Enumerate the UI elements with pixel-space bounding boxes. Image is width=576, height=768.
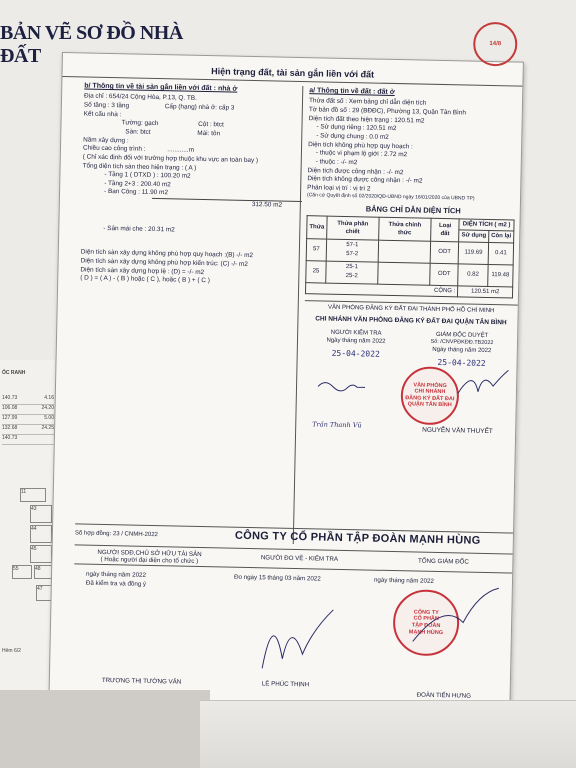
- gd-signature: [403, 581, 504, 653]
- gd-header: TỔNG GIÁM ĐỐC: [417, 557, 469, 566]
- surveyor-signature: [252, 598, 344, 680]
- owner-checked: Đã kiểm tra và đồng ý: [85, 579, 147, 588]
- recognized-line: Diện tích được công nhận : -/- m2: [307, 166, 404, 176]
- checker-label: NGƯỜI KIỂM TRA: [330, 329, 382, 337]
- house-title: b/ Thông tin về tài sản gắn liền với đất : nhà ở: [84, 82, 238, 93]
- owner-date: ngày tháng năm 2022: [85, 570, 147, 579]
- surveyor-name: LÊ PHÚC THỊNH: [261, 680, 310, 689]
- parcel: 43: [30, 505, 52, 523]
- corner-stamp: 14/8: [473, 22, 518, 67]
- document-sheet: [48, 40, 524, 712]
- strip-row: 106.08 24.20: [2, 405, 54, 415]
- checker-date: 25-04-2022: [331, 348, 380, 359]
- parcel: 48: [34, 565, 52, 579]
- company-name: CÔNG TY CỔ PHẦN TẬP ĐOÀN MẠNH HÙNG: [234, 529, 481, 547]
- parcel: 44: [30, 525, 52, 543]
- c-line: Diện tích sàn xây dựng không phù hợp kiến trúc: (C) -/- m2: [80, 257, 248, 268]
- office-red-stamp: VĂN PHÒNG CHI NHÁNH ĐĂNG KÝ ĐẤT ĐAI QUẬN TÂN BÌNH: [400, 366, 459, 425]
- director-name: NGUYỄN VĂN THUYẾT: [422, 426, 493, 435]
- position-line: Phân loại vị trí : vị trí 2: [307, 184, 371, 193]
- th-su-dung: Sử dụng: [459, 230, 489, 242]
- table-row: 57 57-1 57-2 ODT 119.69 0.41: [306, 238, 513, 265]
- floor23-area: - Tầng 2+3 : 200.40 m2: [104, 179, 171, 189]
- contract-number: Số hợp đồng: 23 / CNMH-2022: [74, 530, 158, 539]
- wall-line: Tường: gạch Cột : btct: [121, 119, 224, 129]
- surveyor-header: NGƯỜI ĐO VẼ - KIỂM TRA: [260, 554, 339, 563]
- checker-date-label: Ngày tháng năm 2022: [326, 337, 386, 345]
- company-section: [71, 523, 513, 707]
- approval-signatures: [302, 324, 517, 438]
- parcel: 55: [12, 565, 32, 579]
- parcel-line: Thửa đất số : Xem bảng chỉ dẫn diện tích: [308, 97, 427, 108]
- strip-cells: [2, 395, 54, 445]
- office-hcm: VĂN PHÒNG ĐĂNG KÝ ĐẤT ĐAI THÀNH PHỐ HỒ CHÍ MINH: [305, 300, 518, 316]
- director-label: GIÁM ĐỐC DUYỆT: [435, 331, 489, 339]
- foreground-object: [200, 700, 576, 768]
- director-code: Số: /CNVPĐKĐĐ.TB2022: [430, 338, 494, 347]
- office-tan-binh: CHI NHÁNH VĂN PHÒNG ĐĂNG KÝ ĐẤT ĐAI QUẬN TÂN BÌNH: [315, 315, 507, 327]
- floor-line: Sàn: btct Mái: tôn: [125, 128, 221, 138]
- height-note: ( Chỉ xác định đối với trường hợp thuộc khu vực an toàn bay ): [82, 153, 259, 165]
- total-area-label: Tổng diện tích sàn theo hiện trạng : ( A ): [82, 162, 197, 172]
- checker-block: [306, 328, 407, 361]
- owner-name: TRƯƠNG THỊ TƯỜNG VÂN: [101, 676, 182, 686]
- basis-line: (Căn cứ Quyết định số 02/2020/QĐ-UBND ngày 16/01/2020 của UBND TP): [306, 192, 475, 203]
- th-dien-tich: DIỆN TÍCH ( m2 ): [459, 219, 514, 231]
- address-line: Địa chỉ : 654/24 Cộng Hòa, P.13, Q. TB.: [84, 92, 197, 103]
- other-line: - thuộc : -/- m2: [315, 158, 358, 167]
- foreground-object-left: [0, 690, 210, 768]
- th-thua: Thửa: [307, 216, 327, 239]
- shared-use-line: - Sử dụng chung : 0.0 m2: [316, 132, 389, 141]
- owner-header: NGƯỜI SDĐ,CHỦ SỞ HỮU TÀI SẢN ( Hoặc người đại diện cho tổ chức ): [97, 548, 202, 566]
- checker-signature: [313, 374, 393, 396]
- company-red-stamp: CÔNG TY CỔ PHẦN TẬP ĐOÀN MẠNH HÙNG: [392, 589, 459, 656]
- document-title: BẢN VẼ SƠ ĐỒ NHÀ ĐẤT: [0, 22, 183, 67]
- roof-area: - Sân mái che : 20.31 m2: [103, 224, 175, 234]
- year-line: Năm xây dựng :: [83, 136, 129, 145]
- floors-line: Số tầng : 3 tầng Cấp (hạng) nhà ở: cấp 3: [83, 101, 235, 112]
- land-info: [293, 86, 523, 549]
- director-date: 25-04-2022: [437, 358, 486, 369]
- current-area-line: Diện tích đất theo hiện trạng : 120.51 m2: [308, 114, 425, 125]
- total-area: 312.50 m2: [152, 198, 302, 211]
- sheet-heading: Hiện trạng đất, tài sản gắn liền với đất: [62, 63, 522, 87]
- house-info: [75, 81, 303, 543]
- checker-name: Trần Thanh Vũ: [312, 420, 362, 430]
- gd-name: ĐOÀN TIẾN HƯNG: [416, 691, 472, 700]
- th-phan-chiet: Thửa phân chiết: [327, 216, 379, 239]
- nonconform-line: Diện tích không phù hợp quy hoạch :: [308, 140, 413, 151]
- alley-label: Hẻm 6/2: [2, 648, 21, 654]
- strip-row: 140.73 4.16: [2, 395, 54, 405]
- table-row: 25 25-1 25-2 ODT 0.82 119.48: [306, 260, 513, 287]
- strip-label: ỐC RANH: [2, 370, 26, 376]
- gd-date: ngày tháng năm 2022: [373, 576, 434, 585]
- parcel: 47: [36, 585, 52, 601]
- table-total-row: CỘNG : 120.51 m2: [305, 283, 512, 298]
- strip-row: 140.73: [2, 435, 54, 445]
- director-signature: [453, 363, 514, 404]
- area-table-title: BẢNG CHỈ DẪN DIỆN TÍCH: [365, 204, 461, 216]
- company-headers: [74, 544, 512, 573]
- map-sheet-line: Tờ bản đồ số : 29 (BĐĐC), Phường 13, Quận Tân Bình: [308, 106, 467, 117]
- b-line: Diện tích sàn xây dựng không phù hợp quy hoạch :(B) -/- m2: [80, 248, 254, 260]
- formula-line: ( D ) = ( A ) - ( B ) hoặc ( C ), hoặc ( B ) + ( C ): [80, 274, 210, 285]
- floor1-area: - Tầng 1 ( DTXD ) : 100.20 m2: [104, 171, 191, 180]
- land-title: a/ Thông tin về đất : đất ở: [309, 87, 395, 96]
- d-line: Diện tích sàn xây dựng hợp lệ : (D) = -/- m2: [80, 266, 205, 276]
- private-use-line: - Sử dụng riêng : 120.51 m2: [316, 123, 397, 133]
- strip-row: 132.68 24.25: [2, 425, 54, 435]
- parcel: 45: [30, 545, 52, 563]
- area-table: [305, 216, 515, 299]
- survey-date: Đo ngày 15 tháng 03 năm 2022: [233, 573, 321, 583]
- director-date-label: Ngày tháng năm 2022: [432, 347, 492, 355]
- violate-line: - thuộc vi phạm lộ giới : 2.72 m2: [315, 149, 408, 159]
- structure-line: Kết cấu nhà :: [83, 110, 122, 118]
- th-con-lai: Còn lại: [489, 231, 514, 243]
- th-loai-dat: Loại đất: [431, 219, 459, 242]
- not-recognized-line: Diện tích không được công nhận : -/- m2: [307, 175, 423, 185]
- height-line: Chiều cao công trình : ............m: [82, 144, 194, 155]
- th-chinh-thuc: Thửa chính thức: [378, 218, 431, 241]
- balcony-area: - Ban Công : 11.90 m2: [104, 188, 168, 197]
- strip-row: 127.99 5.00: [2, 415, 54, 425]
- parcel: 11: [20, 488, 46, 502]
